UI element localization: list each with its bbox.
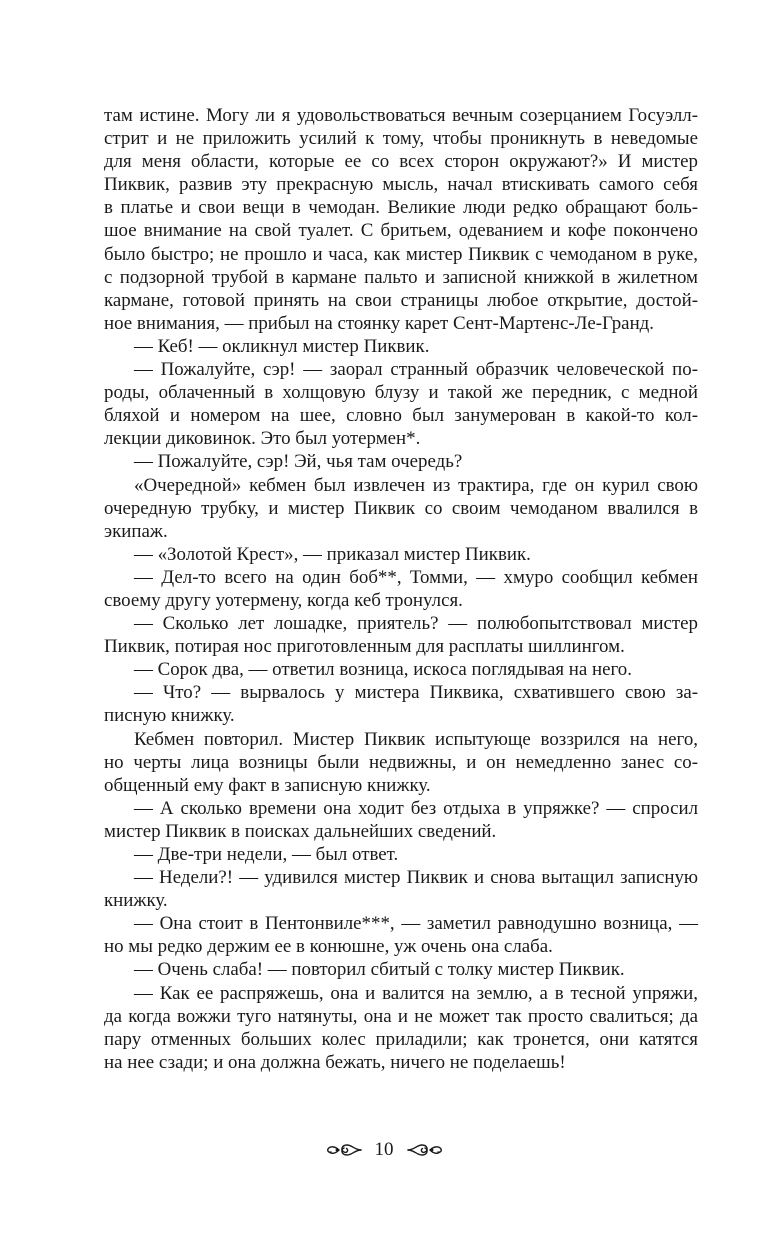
text-line: ное внимания, — прибыл на стоянку карет Сент-Мартенс-Ле-Гранд.	[104, 312, 655, 334]
paragraph	[104, 912, 698, 958]
text-line: Кебмен повторил. Мистер Пиквик испытующе воззрился на него,	[134, 728, 698, 750]
text-line: в платье и свои вещи в чемодан. Великие люди редко обращают боль-	[104, 197, 698, 219]
text-line: — Пожалуйте, сэр! — заорал странный образчик человеческой по-	[134, 359, 698, 381]
text-line: — Две-три недели, — был ответ.	[134, 844, 399, 865]
text-line: да когда вожжи туго натянуты, она и не может так просто свалиться; да	[104, 1005, 698, 1027]
text-line: — Сколько лет лошадке, приятель? — полюбопытствовал мистер	[134, 613, 698, 635]
text-line: но черты лица возницы были недвижны, и он немедленно занес со-	[104, 751, 698, 773]
text-line: книжку.	[104, 890, 168, 912]
paragraph	[104, 843, 698, 866]
text-line: — Сорок два, — ответил возница, искоса поглядывая на него.	[134, 659, 632, 681]
text-line: на нее сзади; и она должна бежать, ничего не поделаешь!	[104, 1051, 566, 1073]
text-line: очередную трубку, и мистер Пиквик со своим чемоданом ввалился в	[104, 497, 698, 519]
text-line: с подзорной трубой в кармане пальто и записной книжкой в жилетном	[104, 266, 698, 288]
text-line: пару отменных больших колес приладили; как тронется, они катятся	[104, 1028, 698, 1050]
paragraph	[104, 681, 698, 727]
text-line: Пиквик, развив эту прекрасную мысль, начал втискивать самого себя	[104, 174, 698, 196]
text-line: своему другу уотермену, когда кеб тронулся.	[104, 589, 463, 611]
text-line: Пиквик, потирая нос приготовленным для расплаты шиллингом.	[104, 636, 625, 658]
text-line: — Она стоит в Пентонвиле***, — заметил равнодушно возница, —	[134, 913, 698, 935]
text-line: бляхой и номером на шее, словно был занумерован в какой-то кол-	[104, 405, 698, 427]
paragraph	[104, 797, 698, 843]
text-line: — Очень слаба! — повторил сбитый с толку мистер Пиквик.	[134, 959, 625, 981]
text-line: мистер Пиквик в поисках дальнейших сведений.	[104, 820, 497, 842]
text-line: лекции диковинок. Это был уотермен*.	[104, 428, 421, 450]
paragraph	[104, 658, 698, 681]
paragraph	[104, 104, 698, 335]
text-line: — «Золотой Крест», — приказал мистер Пиквик.	[134, 543, 531, 565]
paragraph	[104, 982, 698, 1074]
text-line: писную книжку.	[104, 705, 235, 727]
paragraph	[104, 612, 698, 658]
paragraph	[104, 566, 698, 612]
text-line: было быстро; не прошло и часа, как мистер Пиквик с чемоданом в руке,	[104, 243, 698, 265]
paragraph	[104, 450, 698, 473]
paragraph	[104, 335, 698, 358]
ornament-right-icon	[406, 1140, 444, 1160]
body-text	[104, 104, 698, 1074]
text-line: — Дел-то всего на один боб**, Томми, — хмуро сообщил кебмен	[134, 566, 698, 588]
text-line: «Очередной» кебмен был извлечен из трактира, где он курил свою	[134, 474, 698, 496]
text-line: шое внимание на свой туалет. С бритьем, одеванием и кофе покончено	[104, 220, 698, 242]
text-line: кармане, готовой принять на свои страницы любое открытие, достой-	[104, 289, 698, 311]
text-line: — Недели?! — удивился мистер Пиквик и снова вытащил записную	[134, 867, 698, 889]
paragraph	[104, 958, 698, 981]
text-line: роды, облаченный в холщовую блузу и такой же передник, с медной	[104, 382, 698, 404]
text-line: общенный ему факт в записную книжку.	[104, 774, 431, 796]
text-line: стрит и не приложить усилий к тому, чтобы проникнуть в неведомые	[104, 128, 698, 150]
page-number: 10	[374, 1139, 394, 1160]
paragraph	[104, 866, 698, 912]
text-line: — Как ее распряжешь, она и валится на землю, а в тесной упряжи,	[134, 982, 698, 1004]
text-line: — А сколько времени она ходит без отдыха в упряжке? — спросил	[134, 797, 698, 819]
ornament-left-icon	[325, 1140, 363, 1160]
page-footer	[0, 1138, 768, 1162]
text-line: для меня области, которые ее со всех сторон окружают?» И мистер	[104, 151, 698, 173]
text-line: — Что? — вырвалось у мистера Пиквика, схватившего свою за-	[134, 682, 698, 704]
paragraph	[104, 728, 698, 797]
text-line: там истине. Могу ли я удовольствоваться вечным созерцанием Госуэлл-	[104, 105, 698, 126]
paragraph	[104, 543, 698, 566]
paragraph	[104, 358, 698, 450]
paragraph	[104, 474, 698, 543]
text-line: экипаж.	[104, 520, 168, 542]
text-line: но мы редко держим ее в конюшне, уж очень она слаба.	[104, 936, 553, 958]
text-line: — Пожалуйте, сэр! Эй, чья там очередь?	[134, 451, 463, 473]
text-line: — Кеб! — окликнул мистер Пиквик.	[134, 335, 430, 357]
